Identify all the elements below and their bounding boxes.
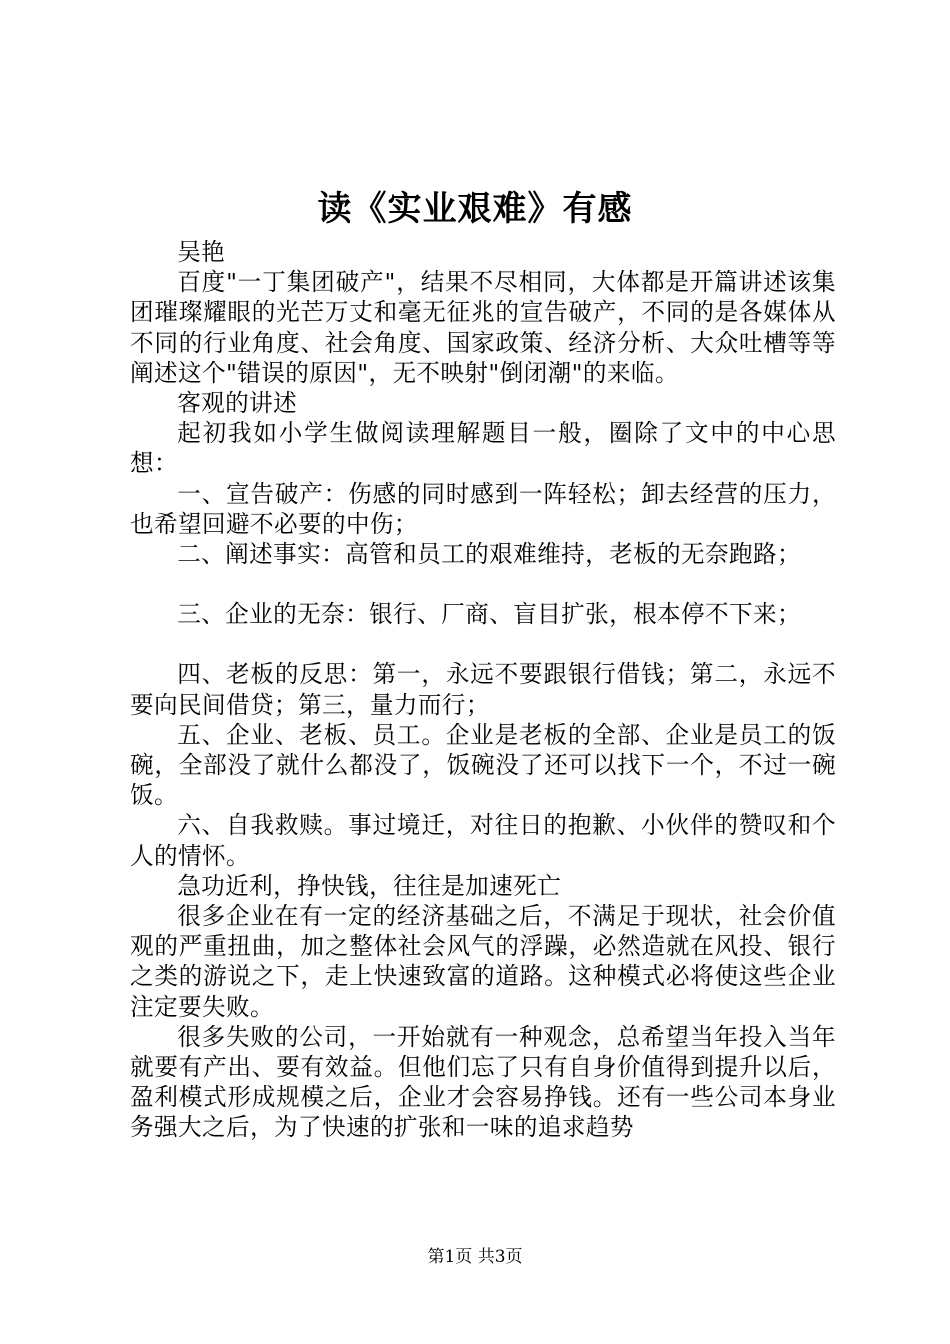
section-heading: 急功近利，挣快钱，往往是加速死亡	[177, 871, 562, 900]
paragraph: 很多失败的公司，一开始就有一种观念，总希望当年投入当年就要有产出、要有效益。但他们忘了只有自身价值得到提升以后，盈利模式形成规模之后，企业才会容易挣钱。还有一些公司本身业务强大之后，为了快速的扩张和一味的追求趋势	[130, 1022, 836, 1142]
section-heading: 客观的讲述	[177, 389, 298, 418]
list-item: 五、企业、老板、员工。企业是老板的全部、企业是员工的饭碗，全部没了就什么都没了，饭碗没了还可以找下一个，不过一碗饭。	[130, 720, 836, 810]
document-title: 读《实业艰难》有感	[317, 189, 633, 229]
list-item: 二、阐述事实：高管和员工的艰难维持，老板的无奈跑路；	[177, 540, 802, 569]
page-footer: 第1页 共3页	[427, 1247, 523, 1267]
paragraph: 百度"一丁集团破产"，结果不尽相同，大体都是开篇讲述该集团璀璨耀眼的光芒万丈和毫无征兆的宣告破产，不同的是各媒体从不同的行业角度、社会角度、国家政策、经济分析、大众吐槽等等阐述这个"错误的原因"，无不映射"倒闭潮"的来临。	[130, 268, 836, 387]
paragraph: 很多企业在有一定的经济基础之后，不满足于现状，社会价值观的严重扭曲，加之整体社会风气的浮躁，必然造就在风投、银行之类的游说之下，走上快速致富的道路。这种模式必将使这些企业注定要失败。	[130, 902, 836, 1021]
list-item: 六、自我救赎。事过境迁，对往日的抱歉、小伙伴的赞叹和个人的情怀。	[130, 811, 836, 870]
list-item: 一、宣告破产：伤感的同时感到一阵轻松；卸去经营的压力，也希望回避不必要的中伤；	[130, 479, 836, 538]
document-body	[130, 237, 836, 1143]
author-line: 吴艳	[177, 238, 226, 266]
list-item: 四、老板的反思：第一，永远不要跟银行借钱；第二，永远不要向民间借贷；第三，量力而行；	[130, 660, 836, 719]
paragraph: 起初我如小学生做阅读理解题目一般，圈除了文中的中心思想：	[130, 419, 836, 478]
list-item: 三、企业的无奈：银行、厂商、盲目扩张，根本停不下来；	[177, 600, 802, 629]
